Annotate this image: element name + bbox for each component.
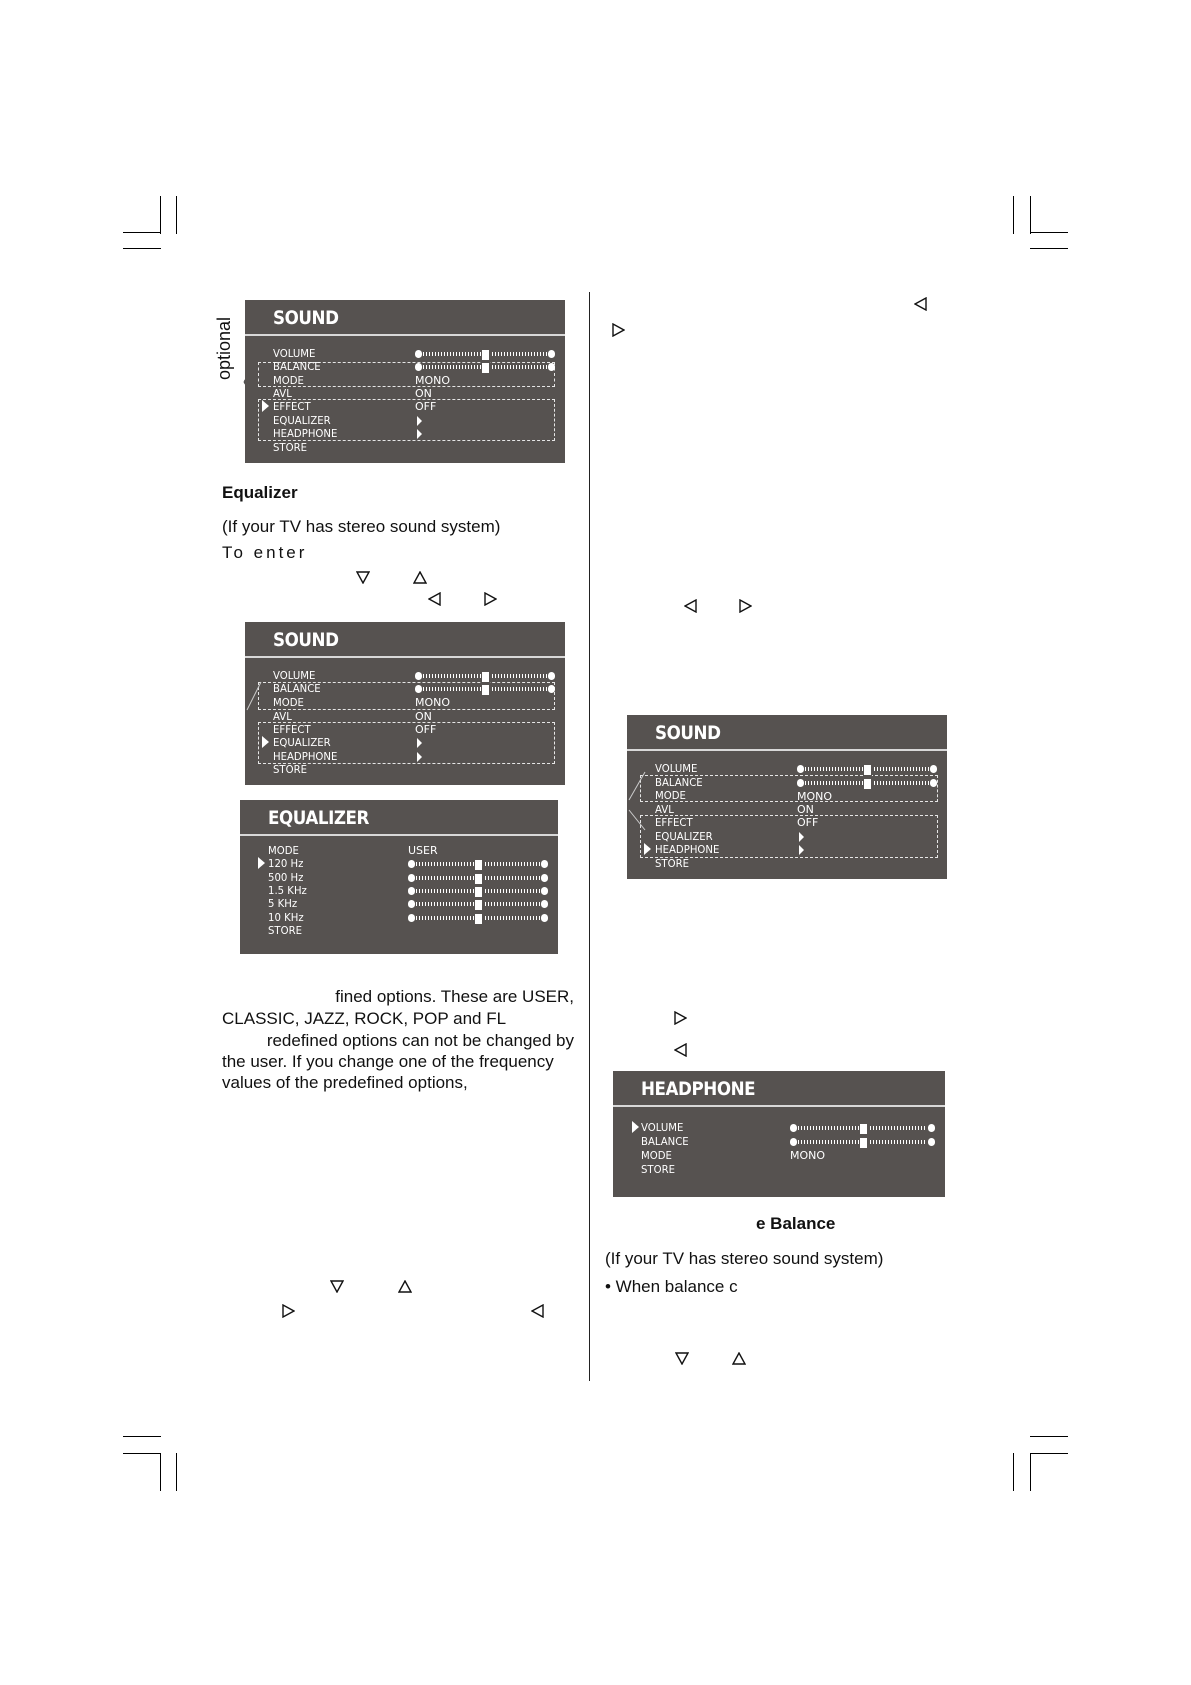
triangle-left-icon	[914, 297, 927, 311]
band-120hz[interactable]: 120 Hz	[268, 857, 304, 870]
volume-slider[interactable]	[790, 1124, 935, 1132]
menu-item-headphone[interactable]: HEADPHONE	[273, 427, 338, 440]
menu-item-balance[interactable]: BALANCE	[273, 682, 321, 695]
menu-connector	[627, 770, 649, 840]
triangle-left-icon	[428, 592, 441, 606]
avl-value: ON	[797, 803, 814, 816]
band-slider-500hz[interactable]	[408, 874, 548, 882]
menu-item-headphone[interactable]: HEADPHONE	[655, 843, 720, 856]
effect-value: OFF	[415, 400, 437, 413]
band-500hz[interactable]: 500 Hz	[268, 871, 304, 884]
menu-item-equalizer[interactable]: EQUALIZER	[273, 736, 331, 749]
submenu-arrow-icon	[417, 416, 422, 426]
menu-item-volume[interactable]: VOLUME	[655, 762, 698, 775]
menu-item-equalizer[interactable]: EQUALIZER	[273, 414, 331, 427]
triangle-right-icon	[282, 1304, 295, 1318]
menu-item-volume[interactable]: VOLUME	[273, 669, 316, 682]
selection-cursor-icon	[262, 400, 269, 412]
submenu-arrow-icon	[799, 845, 804, 855]
balance-slider[interactable]	[797, 779, 937, 787]
triangle-up-icon	[413, 571, 427, 584]
menu-item-mode[interactable]: MODE	[641, 1149, 672, 1162]
menu-item-volume[interactable]: VOLUME	[273, 347, 316, 360]
menu-item-avl[interactable]: AVL	[273, 387, 292, 400]
crop-mark	[160, 196, 161, 234]
menu-item-store[interactable]: STORE	[268, 924, 302, 937]
sound-menu-1	[245, 300, 565, 463]
equalizer-menu	[240, 800, 558, 954]
mode-value: MONO	[415, 374, 451, 387]
selection-cursor-icon	[644, 843, 651, 855]
selection-cursor-icon	[258, 857, 265, 869]
selection-cursor-icon	[262, 736, 269, 748]
menu-item-mode[interactable]: MODE	[655, 789, 686, 802]
menu-item-balance[interactable]: BALANCE	[655, 776, 703, 789]
effect-value: OFF	[415, 723, 437, 736]
balance-heading: e Balance	[756, 1214, 836, 1233]
crop-mark	[123, 232, 161, 233]
paragraph-line: fined options. These are USER,	[335, 987, 574, 1006]
crop-mark	[1013, 196, 1014, 234]
to-enter-text: To enter	[222, 543, 308, 562]
crop-mark	[1030, 1453, 1068, 1454]
sound-menu-3	[627, 715, 947, 879]
band-5khz[interactable]: 5 KHz	[268, 897, 298, 910]
menu-title: SOUND	[273, 307, 339, 329]
menu-title: EQUALIZER	[268, 807, 369, 829]
menu-item-store[interactable]: STORE	[273, 763, 307, 776]
avl-value: ON	[415, 387, 432, 400]
stereo-note: (If your TV has stereo sound system)	[222, 517, 501, 536]
crop-mark	[1030, 1453, 1031, 1491]
band-slider-5khz[interactable]	[408, 900, 548, 908]
menu-item-balance[interactable]: BALANCE	[273, 360, 321, 373]
band-10khz[interactable]: 10 KHz	[268, 911, 304, 924]
crop-mark	[176, 196, 177, 234]
crop-mark	[176, 1453, 177, 1491]
menu-item-headphone[interactable]: HEADPHONE	[273, 750, 338, 763]
menu-item-effect[interactable]: EFFECT	[655, 816, 693, 829]
stereo-note: (If your TV has stereo sound system)	[605, 1249, 884, 1268]
crop-mark	[1030, 232, 1068, 233]
crop-mark	[1030, 196, 1031, 234]
paragraph-line: redefined options can not be changed by	[266, 1031, 574, 1050]
menu-connector	[245, 680, 265, 730]
bullet-text: • When balance c	[605, 1277, 738, 1296]
balance-slider[interactable]	[790, 1138, 935, 1146]
menu-item-balance[interactable]: BALANCE	[641, 1135, 689, 1148]
menu-item-store[interactable]: STORE	[641, 1163, 675, 1176]
mode-value: MONO	[790, 1149, 826, 1162]
paragraph-line: the user. If you change one of the frequency	[222, 1052, 554, 1071]
crop-mark	[123, 1453, 161, 1454]
menu-title: HEADPHONE	[641, 1078, 756, 1100]
menu-item-effect[interactable]: EFFECT	[273, 400, 311, 413]
submenu-arrow-icon	[417, 429, 422, 439]
submenu-arrow-icon	[417, 738, 422, 748]
optional-label: optional	[214, 316, 234, 380]
avl-value: ON	[415, 710, 432, 723]
menu-item-avl[interactable]: AVL	[655, 803, 674, 816]
triangle-down-icon	[356, 571, 370, 584]
triangle-down-icon	[675, 1352, 689, 1365]
triangle-right-icon	[484, 592, 497, 606]
band-1-5khz[interactable]: 1.5 KHz	[268, 884, 307, 897]
triangle-right-icon	[739, 599, 752, 613]
menu-item-mode[interactable]: MODE	[273, 696, 304, 709]
band-slider-10khz[interactable]	[408, 914, 548, 922]
volume-slider[interactable]	[415, 672, 555, 680]
volume-slider[interactable]	[415, 350, 555, 358]
column-divider	[589, 292, 590, 1381]
balance-slider[interactable]	[415, 685, 555, 693]
triangle-up-icon	[398, 1280, 412, 1293]
menu-item-equalizer[interactable]: EQUALIZER	[655, 830, 713, 843]
triangle-right-icon	[674, 1011, 687, 1025]
equalizer-mode-value: USER	[408, 844, 438, 857]
mode-value: MONO	[415, 696, 451, 709]
menu-item-store[interactable]: STORE	[273, 441, 307, 454]
sound-menu-2	[245, 622, 565, 785]
paragraph-line: CLASSIC, JAZZ, ROCK, POP and FL	[222, 1009, 507, 1028]
equalizer-heading: Equalizer	[222, 483, 298, 502]
crop-mark	[1030, 1436, 1068, 1437]
triangle-down-icon	[330, 1280, 344, 1293]
menu-item-store[interactable]: STORE	[655, 857, 689, 870]
headphone-menu	[613, 1071, 945, 1197]
paragraph-line: values of the predefined options,	[222, 1073, 468, 1092]
menu-title: SOUND	[273, 629, 339, 651]
menu-item-mode[interactable]: MODE	[268, 844, 299, 857]
selection-cursor-icon	[632, 1121, 639, 1133]
menu-item-mode[interactable]: MODE	[273, 374, 304, 387]
crop-mark	[1013, 1453, 1014, 1491]
triangle-right-icon	[612, 323, 625, 337]
volume-slider[interactable]	[797, 765, 937, 773]
crop-mark	[1030, 248, 1068, 249]
balance-slider[interactable]	[415, 363, 555, 371]
crop-mark	[123, 1436, 161, 1437]
effect-value: OFF	[797, 816, 819, 829]
menu-title: SOUND	[655, 722, 721, 744]
submenu-arrow-icon	[799, 832, 804, 842]
triangle-left-icon	[531, 1304, 544, 1318]
band-slider-120hz[interactable]	[408, 860, 548, 868]
submenu-arrow-icon	[417, 752, 422, 762]
crop-mark	[160, 1453, 161, 1491]
menu-item-avl[interactable]: AVL	[273, 710, 292, 723]
triangle-up-icon	[732, 1352, 746, 1365]
menu-item-volume[interactable]: VOLUME	[641, 1121, 684, 1134]
mode-value: MONO	[797, 790, 833, 803]
crop-mark	[123, 248, 161, 249]
triangle-left-icon	[684, 599, 697, 613]
menu-item-effect[interactable]: EFFECT	[273, 723, 311, 736]
triangle-left-icon	[674, 1043, 687, 1057]
band-slider-1-5khz[interactable]	[408, 887, 548, 895]
